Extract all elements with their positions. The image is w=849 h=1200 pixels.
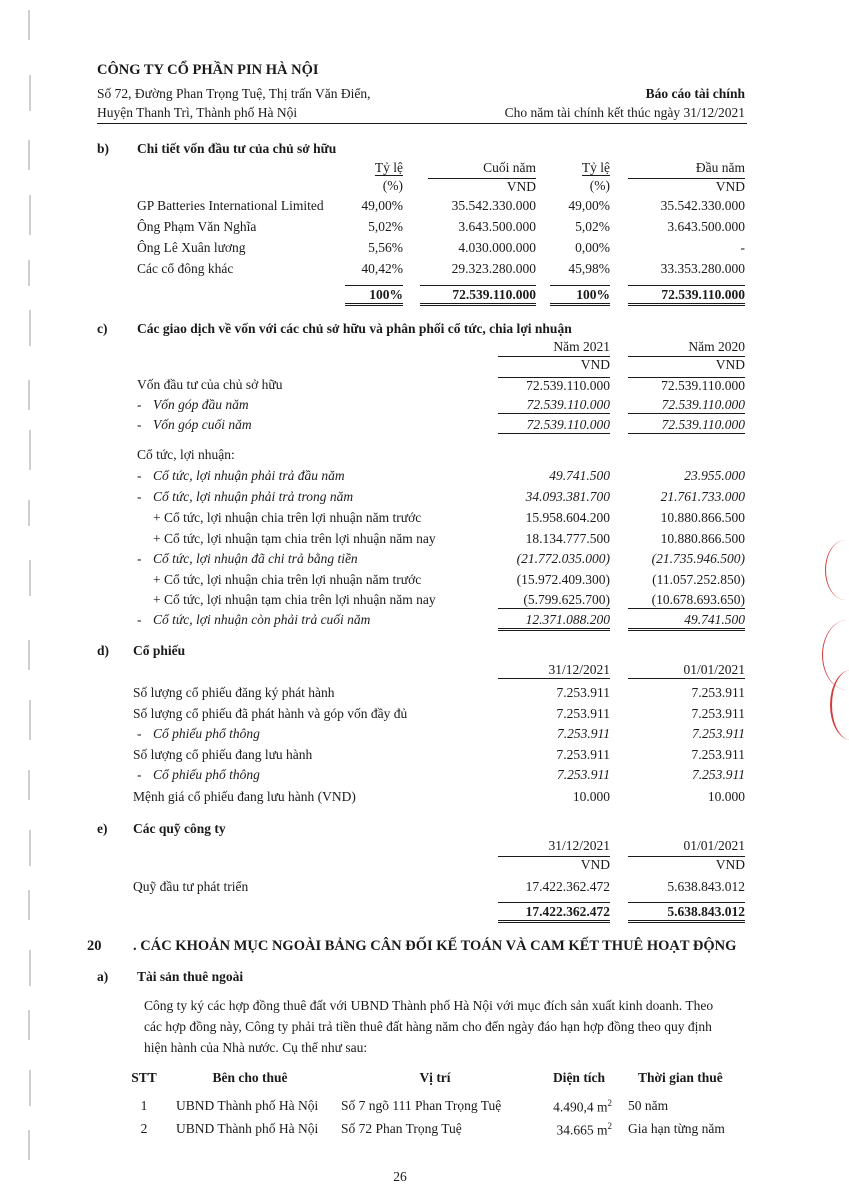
cell-stt: 2 — [140, 1121, 148, 1136]
cell-lessor: UBND Thành phố Hà Nội — [176, 1121, 319, 1136]
cell-term: Gia hạn từng năm — [628, 1121, 725, 1136]
binding-mark — [28, 770, 30, 800]
row-label: Mệnh giá cổ phiếu đang lưu hành (VND) — [133, 789, 356, 804]
lease-paragraph-line3: hiện hành của Nhà nước. Cụ thể như sau: — [144, 1040, 368, 1055]
row-label: Vốn góp đầu năm — [153, 397, 249, 412]
column-unit: VND — [628, 178, 745, 195]
row-dash: - — [137, 468, 142, 483]
value-2020: 72.539.110.000 — [628, 377, 745, 394]
row-label: Vốn đầu tư của chủ sở hữu — [137, 377, 283, 392]
value-begin: 10.000 — [707, 789, 745, 804]
ratio-end: 5,56% — [368, 240, 403, 255]
value-2021: 34.093.381.700 — [525, 489, 610, 504]
binding-mark — [28, 380, 30, 410]
column-header-year-2021: Năm 2021 — [553, 339, 610, 354]
row-dash: - — [137, 489, 142, 504]
column-header-year-2020: Năm 2020 — [688, 339, 745, 354]
value-2021: (21.772.035.000) — [516, 551, 610, 566]
shareholder-name: Các cổ đông khác — [137, 261, 234, 276]
shareholder-name: Ông Lê Xuân lương — [137, 240, 246, 255]
ratio-begin: 5,02% — [575, 219, 610, 234]
section-marker-d: d) — [97, 643, 110, 658]
section-title-b: Chi tiết vốn đầu tư của chủ sở hữu — [137, 141, 337, 156]
value-2021: 72.539.110.000 — [498, 417, 610, 434]
row-label: Cổ phiếu phổ thông — [153, 726, 260, 741]
row-dash: - — [137, 417, 142, 432]
shareholder-name: Ông Phạm Văn Nghĩa — [137, 219, 257, 234]
column-header-date: 31/12/2021 — [548, 838, 610, 853]
binding-mark — [28, 1130, 30, 1160]
amount-begin: 33.353.280.000 — [660, 261, 745, 276]
value-begin: 7.253.911 — [691, 706, 745, 721]
section-title-c: Các giao dịch về vốn với các chủ sở hữu và phân phối cổ tức, chia lợi nhuận — [137, 321, 572, 336]
column-header-begin-year: Đầu năm — [695, 160, 745, 175]
value-end: 7.253.911 — [557, 726, 610, 741]
ratio-begin: 45,98% — [568, 261, 610, 276]
binding-mark — [29, 310, 31, 346]
lease-paragraph-line1: Công ty ký các hợp đồng thuê đất với UBND Thành phố Hà Nội với mục đích sản xuất kinh doanh. Theo — [144, 998, 714, 1013]
binding-mark — [28, 1010, 30, 1040]
cell-term: 50 năm — [628, 1098, 669, 1113]
value-begin: 7.253.911 — [692, 726, 745, 741]
report-period: Cho năm tài chính kết thúc ngày 31/12/2021 — [504, 105, 745, 120]
cell-area-value: 34.665 — [556, 1122, 594, 1138]
value-2020: 49.741.500 — [628, 612, 745, 631]
row-label: + Cổ tức, lợi nhuận tạm chia trên lợi nhuận năm nay — [153, 531, 436, 546]
value-2021: 18.134.777.500 — [525, 531, 610, 546]
value-2020: (10.678.693.650) — [628, 592, 745, 609]
amount-end: 3.643.500.000 — [458, 219, 536, 234]
row-dash: - — [137, 612, 142, 627]
amount-begin: - — [740, 240, 745, 255]
row-label: Số lượng cổ phiếu đang lưu hành — [133, 747, 313, 762]
area-unit-exponent: 2 — [607, 1098, 612, 1108]
binding-mark — [29, 700, 31, 740]
column-header-date: 01/01/2021 — [628, 662, 745, 679]
row-label: Số lượng cổ phiếu đăng ký phát hành — [133, 685, 335, 700]
value-end: 7.253.911 — [556, 706, 610, 721]
amount-end: 35.542.330.000 — [451, 198, 536, 213]
area-unit: m — [596, 1122, 608, 1138]
column-unit: VND — [628, 856, 745, 873]
header-stt: STT — [131, 1070, 157, 1085]
total-amount-begin: 72.539.110.000 — [628, 285, 745, 306]
column-header-end-year: Cuối năm — [483, 160, 536, 175]
column-unit: VND — [498, 856, 610, 873]
ratio-begin: 0,00% — [575, 240, 610, 255]
report-title: Báo cáo tài chính — [645, 86, 745, 101]
value-2021: 15.958.604.200 — [525, 510, 610, 525]
header-location: Vị trí — [419, 1070, 451, 1085]
binding-mark — [28, 640, 30, 670]
binding-mark — [28, 140, 30, 170]
binding-mark — [28, 260, 30, 286]
total-end: 17.422.362.472 — [498, 902, 610, 923]
binding-mark — [29, 1070, 31, 1106]
value-begin: 5.638.843.012 — [667, 879, 745, 894]
section-marker-a: a) — [97, 969, 109, 984]
binding-mark — [28, 500, 30, 526]
row-label: Cổ phiếu phổ thông — [153, 767, 260, 782]
dividend-heading: Cổ tức, lợi nhuận: — [137, 447, 235, 462]
value-2020: 21.761.733.000 — [660, 489, 745, 504]
row-label: Cổ tức, lợi nhuận phải trả trong năm — [153, 489, 354, 504]
cell-area — [530, 1121, 612, 1139]
value-2020: (21.735.946.500) — [651, 551, 745, 566]
binding-mark — [29, 560, 31, 596]
amount-end: 4.030.000.000 — [458, 240, 536, 255]
value-2021: 49.741.500 — [549, 468, 610, 483]
value-2020: 10.880.866.500 — [660, 510, 745, 525]
ratio-end: 40,42% — [361, 261, 403, 276]
cell-area — [530, 1098, 612, 1116]
section-title-d: Cổ phiếu — [133, 643, 186, 658]
column-unit: (%) — [382, 178, 403, 193]
header-term: Thời gian thuê — [638, 1070, 723, 1085]
row-dash: - — [137, 551, 142, 566]
value-2021: (5.799.625.700) — [498, 592, 610, 609]
value-end: 7.253.911 — [557, 767, 610, 782]
cell-stt: 1 — [140, 1098, 148, 1113]
row-label: Vốn góp cuối năm — [153, 417, 252, 432]
row-label: Cổ tức, lợi nhuận đã chi trả bằng tiền — [153, 551, 358, 566]
area-unit: m — [596, 1099, 608, 1115]
total-ratio-end: 100% — [345, 285, 403, 306]
value-begin: 7.253.911 — [691, 685, 745, 700]
value-begin: 7.253.911 — [691, 747, 745, 762]
row-dash: - — [137, 397, 142, 412]
column-unit: VND — [498, 356, 610, 373]
row-label: + Cổ tức, lợi nhuận tạm chia trên lợi nhuận năm nay — [153, 592, 436, 607]
header-lessor: Bên cho thuê — [212, 1070, 288, 1085]
binding-mark — [28, 10, 30, 40]
value-2020: 23.955.000 — [684, 468, 745, 483]
row-label: + Cổ tức, lợi nhuận chia trên lợi nhuận năm trước — [153, 572, 422, 587]
cell-lessor: UBND Thành phố Hà Nội — [176, 1098, 319, 1113]
header-area: Diện tích — [552, 1070, 606, 1085]
column-header-ratio: Tỷ lệ — [581, 160, 610, 175]
value-end: 7.253.911 — [556, 685, 610, 700]
column-unit: VND — [428, 178, 536, 195]
value-end: 17.422.362.472 — [525, 879, 610, 894]
binding-mark — [29, 830, 31, 866]
column-unit: (%) — [589, 178, 610, 193]
ratio-end: 49,00% — [361, 198, 403, 213]
ratio-end: 5,02% — [368, 219, 403, 234]
cell-location: Số 72 Phan Trọng Tuệ — [341, 1121, 462, 1136]
value-2021: 12.371.088.200 — [498, 612, 610, 631]
value-2020: (11.057.252.850) — [652, 572, 745, 587]
stamp-fragment — [825, 540, 849, 600]
value-begin: 7.253.911 — [692, 767, 745, 782]
area-unit-exponent: 2 — [607, 1121, 612, 1131]
value-2021: (15.972.409.300) — [516, 572, 610, 587]
section-marker-c: c) — [97, 321, 108, 336]
row-label: Cổ tức, lợi nhuận phải trả đầu năm — [153, 468, 345, 483]
binding-mark — [29, 430, 31, 470]
ratio-begin: 49,00% — [568, 198, 610, 213]
row-label: + Cổ tức, lợi nhuận chia trên lợi nhuận năm trước — [153, 510, 422, 525]
column-header-date: 01/01/2021 — [683, 838, 745, 853]
company-address-line1: Số 72, Đường Phan Trọng Tuệ, Thị trấn Văn Điển, — [97, 86, 371, 101]
value-2021: 72.539.110.000 — [498, 397, 610, 414]
section-title-e: Các quỹ công ty — [133, 821, 226, 836]
column-unit: VND — [628, 356, 745, 373]
value-2020: 72.539.110.000 — [628, 417, 745, 434]
cell-location: Số 7 ngõ 111 Phan Trọng Tuệ — [341, 1098, 502, 1113]
column-header-ratio: Tỷ lệ — [374, 160, 403, 175]
row-label: Cổ tức, lợi nhuận còn phải trả cuối năm — [153, 612, 371, 627]
row-dash: - — [137, 767, 142, 782]
shareholder-name: GP Batteries International Limited — [137, 198, 324, 213]
value-2020: 10.880.866.500 — [660, 531, 745, 546]
amount-begin: 35.542.330.000 — [660, 198, 745, 213]
total-ratio-begin: 100% — [550, 285, 610, 306]
binding-mark — [29, 950, 31, 986]
amount-begin: 3.643.500.000 — [667, 219, 745, 234]
value-end: 7.253.911 — [556, 747, 610, 762]
section-number-20: 20 — [87, 938, 102, 954]
binding-mark — [28, 890, 30, 920]
company-name: CÔNG TY CỔ PHẦN PIN HÀ NỘI — [97, 62, 319, 78]
total-amount-end: 72.539.110.000 — [420, 285, 536, 306]
total-begin: 5.638.843.012 — [628, 902, 745, 923]
binding-mark — [29, 75, 31, 111]
section-marker-e: e) — [97, 821, 108, 836]
cell-area-value: 4.490,4 — [553, 1099, 594, 1115]
section-marker-b: b) — [97, 141, 110, 156]
lease-paragraph-line2: các hợp đồng này, Công ty phải trả tiền thuê đất hàng năm cho đến ngày đáo hạn hợp đồng theo quy định — [144, 1019, 712, 1034]
row-dash: - — [137, 726, 142, 741]
row-label: Số lượng cổ phiếu đã phát hành và góp vốn đầy đủ — [133, 706, 408, 721]
column-header-date: 31/12/2021 — [498, 662, 610, 679]
section-title-a: Tài sản thuê ngoài — [137, 969, 244, 984]
value-end: 10.000 — [572, 789, 610, 804]
amount-end: 29.323.280.000 — [451, 261, 536, 276]
company-address-line2: Huyện Thanh Trì, Thành phố Hà Nội — [97, 105, 298, 120]
binding-mark — [29, 195, 31, 235]
value-2021: 72.539.110.000 — [498, 377, 610, 394]
header-rule — [97, 123, 747, 124]
value-2020: 72.539.110.000 — [628, 397, 745, 414]
row-label: Quỹ đầu tư phát triển — [133, 879, 249, 894]
page-number: 26 — [393, 1169, 407, 1184]
section-title-20: . CÁC KHOẢN MỤC NGOÀI BẢNG CÂN ĐỐI KẾ TOÁN VÀ CAM KẾT THUÊ HOẠT ĐỘNG — [133, 938, 737, 954]
